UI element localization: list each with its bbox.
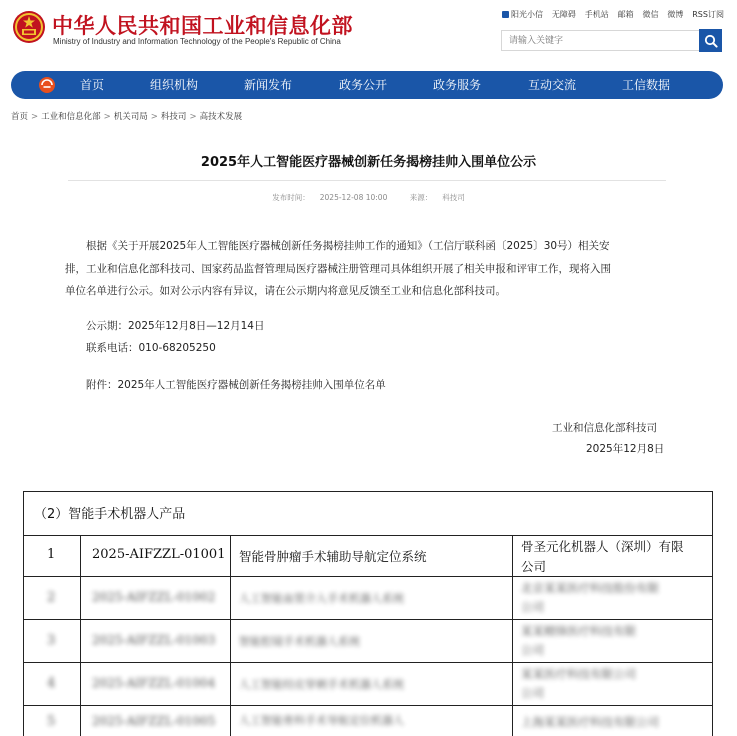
nav-item-gov-services[interactable]: 政务服务 [433, 78, 482, 92]
row-company-line-1: 某某医疗科技有限公司 [521, 667, 636, 681]
article-source: 来源： 科技司 [409, 193, 465, 202]
nav-item-gov-affairs[interactable]: 政务公开 [339, 78, 388, 92]
paragraph-line-2: 排，工业和信息化部科技司、国家药品监督管理局医疗器械注册管理司具体组织开展了相关申报和评审工作，现将入围 [65, 263, 611, 275]
row-number: 4 [47, 676, 56, 691]
article-title: 2025年人工智能医疗器械创新任务揭榜挂帅入围单位公示 [200, 155, 537, 170]
top-link-mobile[interactable]: 手机站 [584, 10, 609, 19]
breadcrumb-separator: > [150, 112, 158, 122]
row-company-line-1: 北京某某医疗科技股份有限 [521, 581, 659, 595]
row-code: 2025-AIFZZL-01002 [92, 590, 216, 604]
breadcrumb-miit[interactable]: 工业和信息化部 [41, 112, 101, 122]
row-code: 2025-AIFZZL-01001 [92, 547, 226, 562]
candidate-table [23, 491, 713, 736]
table-row [24, 620, 713, 662]
row-code: 2025-AIFZZL-01004 [92, 676, 216, 690]
breadcrumb-separator: > [189, 112, 197, 122]
search-button[interactable] [699, 29, 722, 52]
signature-org: 工业和信息化部科技司 [552, 422, 657, 434]
row-number: 1 [47, 547, 56, 562]
row-company-line-1: 某某精锋医疗科技有限 [521, 624, 636, 638]
table-heading: （2）智能手术机器人产品 [34, 507, 186, 522]
gov-icon [502, 11, 509, 18]
attachment-link[interactable]: 附件：2025年人工智能医疗器械创新任务揭榜挂帅入围单位名单 [86, 379, 386, 391]
search-icon [704, 34, 718, 48]
row-code: 2025-AIFZZL-01005 [92, 714, 216, 728]
nav-item-interaction[interactable]: 互动交流 [528, 78, 577, 92]
row-number: 2 [47, 590, 56, 605]
row-product: 智能骨肿瘤手术辅助导航定位系统 [239, 549, 427, 564]
top-link-mail[interactable]: 邮箱 [617, 10, 634, 19]
paragraph-line-3: 单位名单进行公示。如对公示内容有异议，请在公示期内将意见反馈至工业和信息化部科技司。 [65, 285, 506, 297]
top-link-weibo[interactable]: 微博 [667, 10, 684, 19]
top-links [502, 9, 724, 20]
contact-phone: 联系电话：010-68205250 [86, 342, 216, 354]
publicity-period: 公示期：2025年12月8日—12月14日 [86, 320, 265, 332]
miit-logo-icon[interactable] [38, 76, 56, 94]
national-emblem-icon[interactable] [12, 10, 46, 44]
nav-item-data[interactable]: 工信数据 [622, 78, 671, 92]
top-link-wechat[interactable]: 微信 [642, 10, 659, 19]
row-product: 人工智能经皮穿刺手术机器人系统 [239, 678, 404, 691]
breadcrumb-separator: > [103, 112, 111, 122]
table-row [24, 536, 713, 576]
row-company-line-1: 骨圣元化机器人（深圳）有限 [521, 539, 684, 554]
table-row [24, 577, 713, 619]
breadcrumb-home[interactable]: 首页 [11, 112, 29, 122]
row-company-line-2: 公司 [521, 600, 544, 614]
row-code: 2025-AIFZZL-01003 [92, 633, 216, 647]
search-input[interactable] [501, 30, 699, 51]
nav-item-home[interactable]: 首页 [80, 78, 105, 92]
nav-item-organization[interactable]: 组织机构 [150, 78, 199, 92]
breadcrumb-separator: > [31, 112, 39, 122]
row-company-line-2: 公司 [521, 686, 544, 700]
nav-item-news[interactable]: 新闻发布 [244, 78, 293, 92]
publish-time: 发布时间： 2025-12-08 10:00 [272, 193, 388, 202]
row-company-line-2: 公司 [521, 643, 544, 657]
breadcrumb-tech-dept[interactable]: 科技司 [160, 112, 187, 122]
signature-date: 2025年12月8日 [586, 443, 665, 455]
breadcrumb-high-tech[interactable]: 高技术发展 [199, 112, 243, 122]
main-nav [11, 71, 723, 99]
table-row [24, 663, 713, 705]
breadcrumb-departments[interactable]: 机关司局 [113, 112, 148, 122]
row-number: 3 [47, 633, 56, 648]
article-meta [0, 192, 737, 203]
row-product: 人工智能骨科手术导航定位机器人 [239, 714, 404, 727]
site-header [0, 0, 737, 66]
site-subtitle: Ministry of Industry and Information Technology of the People's Republic of China [53, 37, 341, 46]
table-row [24, 706, 713, 736]
row-company-line-1: 上海某某医疗科技有限公司 [521, 715, 659, 729]
paragraph-line-1: 根据《关于开展2025年人工智能医疗器械创新任务揭榜挂帅工作的通知》（工信厅联科函〔2025〕30号）相关安 [86, 240, 610, 252]
title-divider [68, 180, 666, 181]
row-company-line-2: 公司 [521, 559, 547, 574]
row-product: 人工智能血管介入手术机器人系统 [239, 592, 404, 605]
top-link-sunshine[interactable]: 阳光小信 [502, 9, 543, 20]
breadcrumb [11, 110, 242, 122]
row-number: 5 [47, 714, 56, 729]
site-title[interactable]: 中华人民共和国工业和信息化部 [52, 14, 353, 38]
top-link-accessibility[interactable]: 无障碍 [551, 10, 576, 19]
row-product: 智能腔镜手术机器人系统 [239, 635, 360, 648]
top-link-rss[interactable]: RSS订阅 [692, 10, 724, 19]
